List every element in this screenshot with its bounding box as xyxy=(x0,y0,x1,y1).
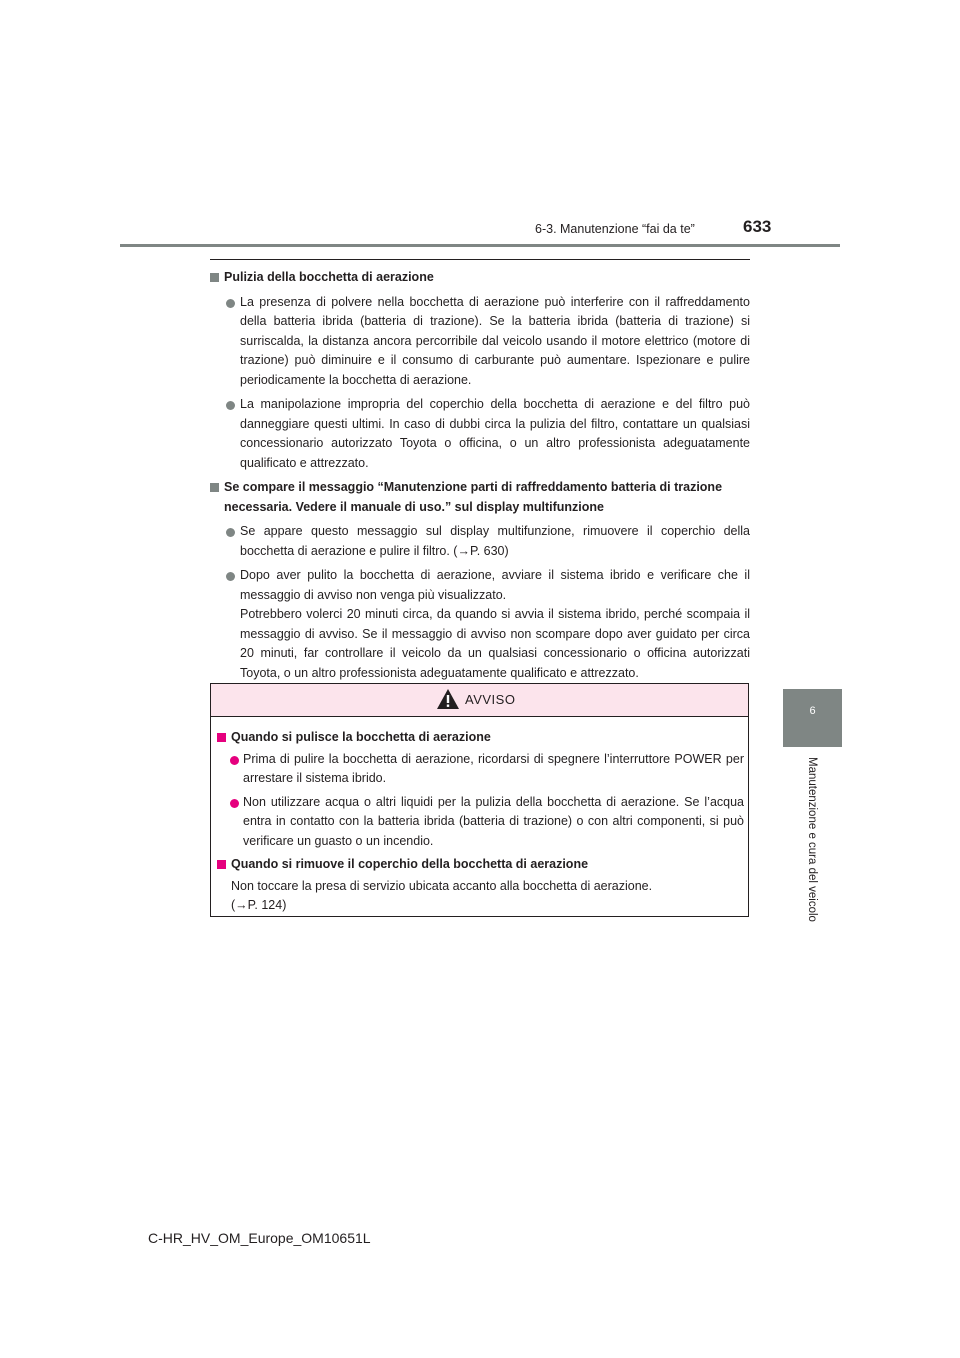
square-bullet-icon xyxy=(210,273,219,282)
section-title: 6-3. Manutenzione “fai da te” xyxy=(535,222,695,236)
warning-section-cover xyxy=(217,855,744,916)
bullet-item xyxy=(210,566,750,683)
warning-section-cleaning xyxy=(217,728,744,851)
warning-title: AVVISO xyxy=(465,692,516,707)
bullet-text: La presenza di polvere nella bocchetta di aerazione può interferire con il raffreddamento della batteria ibrida (batteria di trazione). Se la batteria ibrida (batteria di trazione) si surriscalda, la distanza ancora percorribile dal veicolo usando il motore elettrico (motore di trazione) può diminuire e il consumo di carburante può aumentare. Ispezionare e pulire periodicamente la bocchetta di aerazione. xyxy=(240,294,750,387)
section-cleaning-vent xyxy=(210,268,750,473)
bullet-item xyxy=(210,395,750,473)
bullet-text: Prima di pulire la bocchetta di aerazione, ricordarsi di spegnere l’interruttore POWER per arrestare il sistema ibrido. xyxy=(243,751,744,785)
bullet-item xyxy=(210,522,750,561)
square-bullet-icon xyxy=(217,860,226,869)
bullet-text: Dopo aver pulito la bocchetta di aerazione, avviare il sistema ibrido e verificare che il messaggio di avviso non venga più visualizzato. Potrebbero volerci 20 minuti circa, da quando si avvia il sistema ibrido, perché scompaia il messaggio di avviso. Se il messaggio di avviso non scompare dopo aver guidato per circa 20 minuti, far controllare il veicolo da un qualsiasi concessionario o officina autorizzati Toyota, o un altro professionista adeguatamente qualificato e attrezzato. xyxy=(240,568,750,680)
chapter-tab xyxy=(783,689,842,747)
warning-body xyxy=(217,728,744,916)
circle-bullet-icon xyxy=(226,401,235,410)
heading-text: Quando si rimuove il coperchio della bocchetta di aerazione xyxy=(231,857,589,871)
chapter-side-label: Manutenzione e cura del veicolo xyxy=(806,757,818,922)
section-maintenance-message xyxy=(210,478,750,683)
warning-text: Non toccare la presa di servizio ubicata accanto alla bocchetta di aerazione. (→P. 124) xyxy=(231,878,653,912)
circle-bullet-icon xyxy=(226,299,235,308)
circle-bullet-icon xyxy=(230,799,239,808)
warning-triangle-icon xyxy=(436,688,460,710)
circle-bullet-icon xyxy=(230,756,239,765)
footer-doc-id: C-HR_HV_OM_Europe_OM10651L xyxy=(148,1230,371,1246)
square-bullet-icon xyxy=(217,733,226,742)
warning-bullet xyxy=(217,793,744,852)
warning-header xyxy=(211,684,748,717)
section-heading xyxy=(210,478,750,517)
main-content xyxy=(210,268,750,688)
circle-bullet-icon xyxy=(226,528,235,537)
chapter-tab-number: 6 xyxy=(809,705,816,717)
warning-bullet xyxy=(217,750,744,789)
warning-box xyxy=(210,683,749,917)
bullet-text: La manipolazione impropria del coperchio della bocchetta di aerazione e del filtro può danneggiare questi ultimi. In caso di dubbi circa la pulizia del filtro, contattare un qualsiasi concessionario autorizzato Toyota o officina, o un altro professionista adeguatamente qualificato e attrezzato. xyxy=(240,397,750,470)
header-rule xyxy=(120,244,840,247)
page-number: 633 xyxy=(743,217,772,236)
section-heading xyxy=(210,268,750,288)
heading-text: Se compare il messaggio “Manutenzione parti di raffreddamento batteria di trazione necessaria. Vedere il manuale di uso.” sul display multifunzione xyxy=(224,480,723,514)
warning-heading xyxy=(217,855,744,875)
heading-text: Pulizia della bocchetta di aerazione xyxy=(224,270,434,284)
square-bullet-icon xyxy=(210,483,219,492)
heading-text: Quando si pulisce la bocchetta di aerazione xyxy=(231,730,491,744)
bullet-text: Se appare questo messaggio sul display multifunzione, rimuovere il coperchio della bocchetta di aerazione e pulire il filtro. (→P. 630) xyxy=(240,524,750,558)
content-top-rule xyxy=(210,259,750,260)
circle-bullet-icon xyxy=(226,572,235,581)
bullet-item xyxy=(210,293,750,391)
warning-heading xyxy=(217,728,744,748)
bullet-text: Non utilizzare acqua o altri liquidi per la pulizia della bocchetta di aerazione. Se l’acqua entra in contatto con la batteria ibrida (batteria di trazione) o con altri componenti, si può verificare un guasto o un incendio. xyxy=(243,794,744,848)
